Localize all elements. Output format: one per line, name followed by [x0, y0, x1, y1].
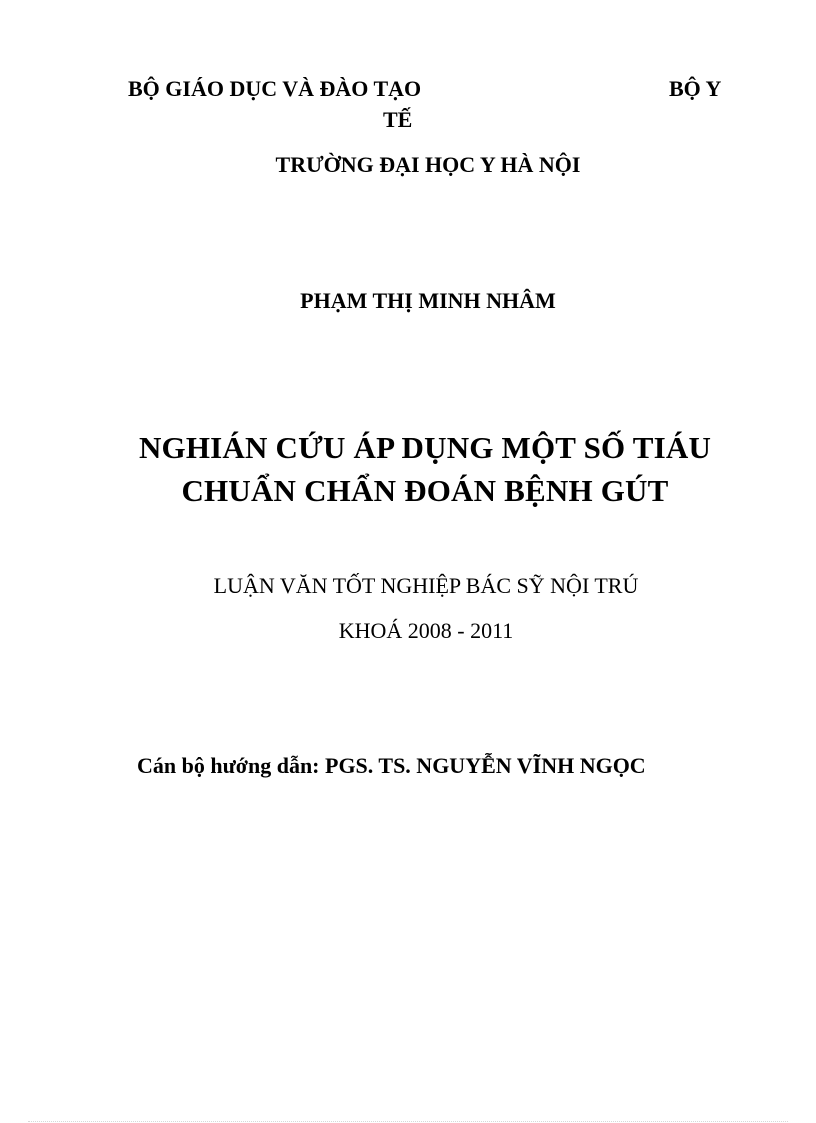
university-name: TRƯỜNG ĐẠI HỌC Y HÀ NỘI [275, 152, 581, 177]
degree-type: LUẬN VĂN TỐT NGHIỆP BÁC SỸ NỘI TRÚ [213, 573, 639, 598]
ministry-of-education: BỘ GIÁO DỤC VÀ ĐÀO TẠO [128, 76, 422, 101]
thesis-title-line-2: CHUẨN CHẨN ĐOÁN BỆNH GÚT [181, 473, 669, 508]
author-name: PHẠM THỊ MINH NHÂM [300, 288, 556, 313]
thesis-title-line-1: NGHIÁN CỨU ÁP DỤNG MỘT SỐ TIÁU [138, 430, 712, 465]
supervisor: Cán bộ hướng dẫn: PGS. TS. NGUYỄN VĨNH NGỌC [137, 753, 646, 778]
ministry-of-health-continuation: TẾ [383, 107, 413, 132]
course-years: KHOÁ 2008 - 2011 [338, 618, 514, 643]
page-bottom-divider [28, 1121, 788, 1122]
ministry-of-health: BỘ Y [669, 76, 722, 101]
